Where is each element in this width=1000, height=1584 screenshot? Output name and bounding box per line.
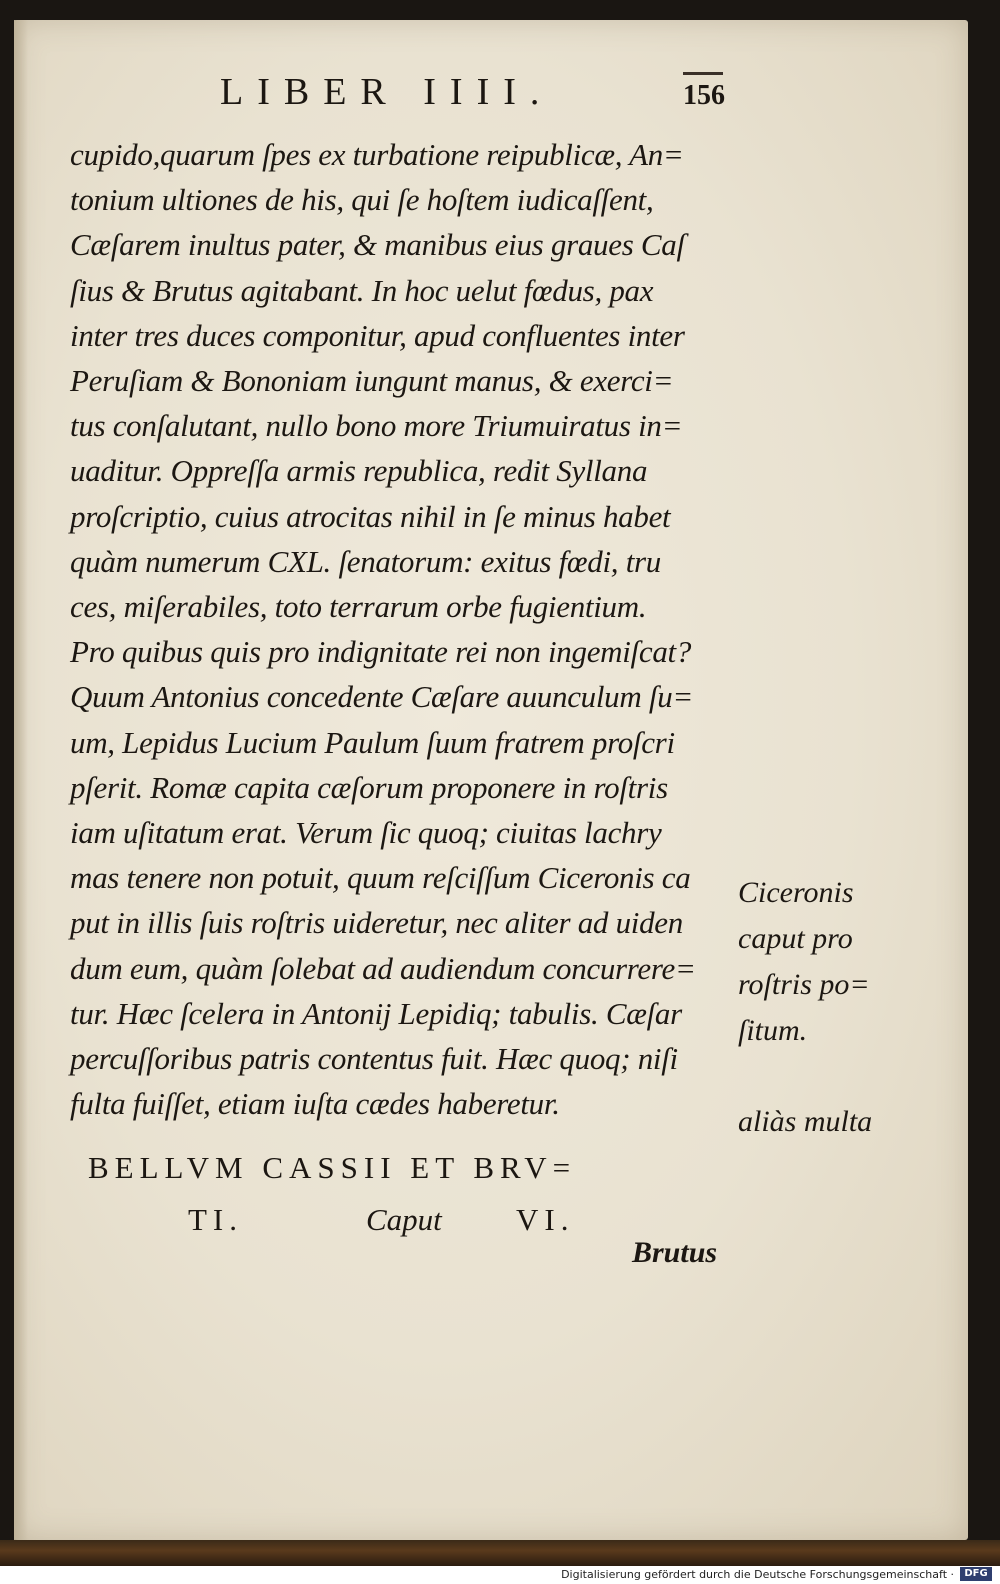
page-number-overline	[683, 72, 723, 75]
marginal-note-line: caput pro	[738, 922, 853, 955]
marginal-note-variant: aliàs multa	[738, 1105, 873, 1138]
text-line: Quum Antonius concedente Cæſare auunculum ſu=	[70, 679, 694, 715]
text-line: tur. Hæc ſcelera in Antonij Lepidiq; tabulis. Cæſar	[70, 995, 682, 1031]
text-line: tonium ultiones de his, qui ſe hoſtem iudicaſſent,	[70, 182, 654, 218]
text-line: percuſſoribus patris contentus fuit. Hæc quoq; niſi	[70, 1041, 678, 1077]
text-line: cupido,quarum ſpes ex turbatione reipublicæ, An=	[70, 137, 684, 172]
marginal-note	[738, 870, 908, 1054]
chapter-heading-word: TI.	[188, 1202, 244, 1237]
text-line: fulta fuiſſet, etiam iuſta cædes haberetur.	[70, 1086, 560, 1122]
book-bottom-edge	[0, 1540, 1000, 1566]
text-line: Pro quibus quis pro indignitate rei non ingemiſcat?	[70, 634, 692, 670]
chapter-heading-line: BELLVM CASSII ET BRV=	[88, 1150, 577, 1185]
chapter-heading	[88, 1142, 748, 1246]
text-line: tus conſalutant, nullo bono more Triumuiratus in=	[70, 408, 683, 444]
text-line: proſcriptio, cuius atrocitas nihil in ſe minus habet	[70, 498, 671, 534]
page-gutter-shadow	[14, 20, 28, 1540]
text-line: um, Lepidus Lucium Paulum ſuum fratrem proſcri	[70, 724, 675, 760]
text-line: iam uſitatum erat. Verum ſic quoq; ciuitas lachry	[70, 815, 662, 851]
text-line: mas tenere non potuit, quum reſciſſum Ciceronis ca	[70, 860, 691, 896]
page-number: 156	[683, 80, 725, 111]
text-line: ces, miſerabiles, toto terrarum orbe fugientium.	[70, 589, 647, 625]
text-line: Cæſarem inultus pater, & manibus eius graues Caſ	[70, 227, 685, 263]
text-line: put in illis ſuis roſtris uideretur, nec aliter ad uiden	[70, 905, 683, 941]
body-text	[70, 132, 740, 1126]
text-line: uaditur. Oppreſſa armis republica, redit Syllana	[70, 453, 648, 489]
running-head: LIBER IIII.	[220, 71, 554, 113]
marginal-note-line: Ciceronis	[738, 876, 854, 909]
marginal-note-line: ſitum.	[738, 1014, 808, 1047]
marginal-note-line: roſtris po=	[738, 968, 870, 1001]
text-line: pſerit. Romæ capita cæſorum proponere in roſtris	[70, 769, 668, 805]
text-line: Peruſiam & Bononiam iungunt manus, & exerci=	[70, 363, 674, 399]
text-line: quàm numerum CXL. ſenatorum: exitus fœdi, tru	[70, 543, 661, 579]
catchword: Brutus	[632, 1236, 718, 1269]
digitization-credit: Digitalisierung gefördert durch die Deutsche Forschungsgemeinschaft ·	[561, 1568, 954, 1581]
text-line: inter tres duces componitur, apud confluentes inter	[70, 317, 685, 353]
text-line: ſius & Brutus agitabant. In hoc uelut fœdus, pax	[70, 272, 654, 308]
chapter-label: Caput	[366, 1202, 442, 1237]
text-line: dum eum, quàm ſolebat ad audiendum concurrere=	[70, 950, 696, 986]
chapter-number: VI.	[516, 1202, 575, 1237]
dfg-logo: DFG	[960, 1567, 992, 1581]
